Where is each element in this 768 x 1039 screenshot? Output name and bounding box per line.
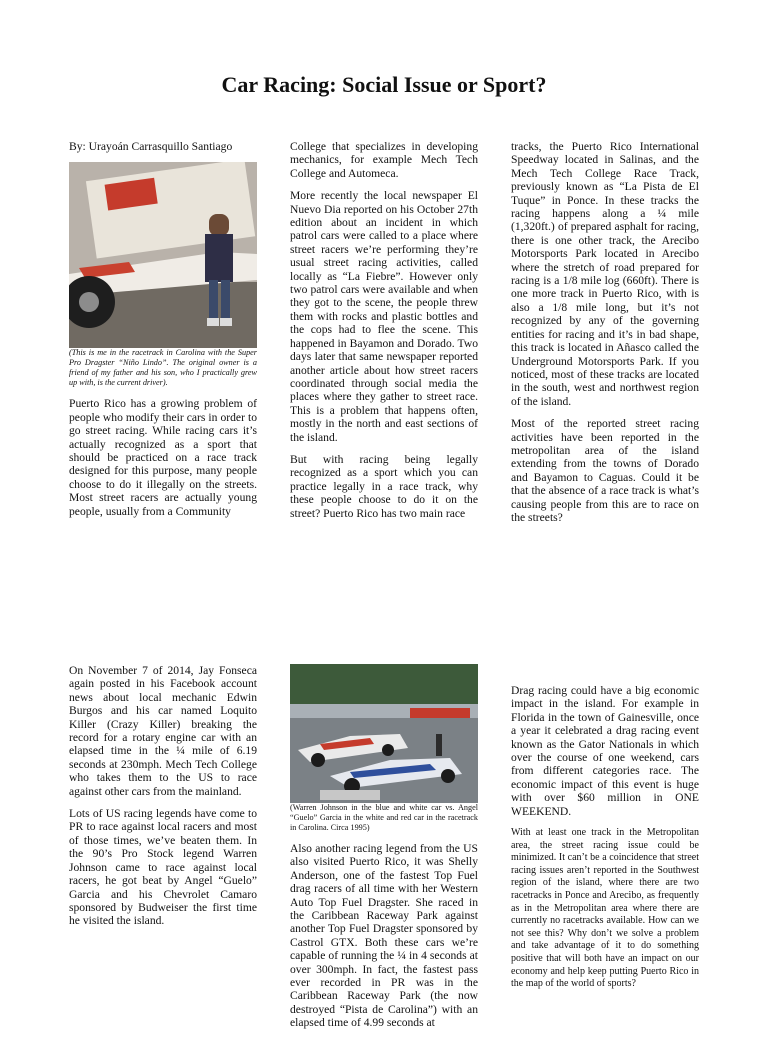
paragraph: Most of the reported street racing activities have been reported in the metropolitan area of the island extending from the towns of Dorado and Bayamon to Caguas. Could it be that the absence of a race track is what’s causing people from this are to race on the streets? — [511, 417, 699, 524]
paragraph: With at least one track in the Metropolitan area, the street racing issue could be minimized. It can’t be a coincidence that street racing issues aren’t reported in the Southwest region of the island, where there are two racetracks in Ponce and Arecibo, as frequently as in the Metropolitan area where there are currently no racetracks available. How can we not see this? Why don’t we solve a problem and take advantage of it to do something positive that will both have an impact on our economy and help keep putting Puerto Rico in the map of the world of sports? — [511, 827, 699, 990]
paragraph: On November 7 of 2014, Jay Fonseca again posted in his Facebook account news about local mechanic Edwin Burgos and his car named Loquito Killer (Crazy Killer) breaking the record for a rotary engine car with an elapsed time in the ¼ mile of 6.19 seconds at 230mph. Mech Tech College who takes them to the US to race against other cars from the mainland. — [69, 664, 257, 798]
paragraph: Lots of US racing legends have come to PR to race against local racers and most of those times, we’ve beaten them. In the 90’s Pro Stock legend Warren Johnson came to race against local racers, he got beat by Angel “Guelo” Garcia and his Chevrolet Camaro sponsored by Budweiser the first time he visited the island. — [69, 807, 257, 928]
photo-drag-race — [290, 664, 478, 803]
column-1 — [69, 140, 257, 527]
photo-caption-1: (This is me in the racetrack in Carolina with the Super Pro Dragster “Niño Lindo”. The original owner is a friend of my father and his son, who I practically grew up with, is the current driver). — [69, 348, 257, 388]
column-5 — [290, 664, 478, 1039]
paragraph: Drag racing could have a big economic impact in the island. For example in Florida in the town of Gainesville, once a year it celebrated a drag racing event known as the Gator Nationals in which over the course of one weekend, cars from different categories race. The economic impact of this event is huge with over $60 million in ONE WEEKEND. — [511, 684, 699, 818]
article-title: Car Racing: Social Issue or Sport? — [221, 72, 547, 97]
dragster-photo-image — [69, 162, 257, 348]
column-6 — [511, 684, 699, 1000]
byline: By: Urayoán Carrasquillo Santiago — [69, 140, 233, 153]
column-2 — [290, 140, 478, 529]
drag-race-photo-image — [290, 664, 478, 803]
photo-caption-2: (Warren Johnson in the blue and white car vs. Angel “Guelo” Garcia in the white and red car in the racetrack in Carolina. Circa 1995) — [290, 803, 478, 832]
photo-dragster-kid — [69, 162, 257, 348]
paragraph: College that specializes in developing mechanics, for example Mech Tech College and Automeca. — [290, 140, 478, 180]
column-3 — [511, 140, 699, 533]
paragraph: More recently the local newspaper El Nuevo Dia reported on his October 27th edition about an incident in which patrol cars were called to a place where street racers we’re performing they’re usual street racing activities, called locally as “La Fiebre”. However only two patrol cars were available and when they got to the scene, the people threw them with rocks and plastic bottles and the cops had to flee the scene. This happened in Bayamon and Dorado. Two days later that same newspaper reported another article about how street racers coordinated through social media the places where they gather to street race. This is a problem that happens often, mostly in the north and east sections of the island. — [290, 189, 478, 444]
column-4 — [69, 664, 257, 937]
paragraph: But with racing being legally recognized as a sport which you can practice legally in a race track, why these people choose to do it on the street? Puerto Rico has two main race — [290, 452, 478, 520]
paragraph: Also another racing legend from the US also visited Puerto Rico, it was Shelly Anderson, one of the fastest Top Fuel drag racers of all time with her Western Auto Top Fuel Dragster. She raced in the Caribbean Raceway Park against another Top Fuel Dragster sponsored by Castrol GTX. Both these cars we’re capable of running the ¼ in 4 seconds at over 300mph. In fact, the fastest pass ever recorded in PR was in the Caribbean Raceway Park (the now destroyed “Pista de Carolina”) with an elapsed time of 4.99 seconds at — [290, 842, 478, 1030]
paragraph: Puerto Rico has a growing problem of people who modify their cars in order to go street racing. While racing cars it’s actually recognized as a sport that should be practiced on a race track designed for this purpose, many people choose to do it illegally on the streets. Most street racers are actually young people, usually from a Community — [69, 397, 257, 518]
paragraph: tracks, the Puerto Rico International Speedway located in Salinas, and the Mech Tech College Race Track, previously known as “La Pista de El Tuque” in Ponce. In these tracks the racing happens along a ¼ mile (1,320ft.) of prepared asphalt for racing, there is one other track, the Arecibo Motorsports Park located in Arecibo where the stretch of road prepared for racing is a 1/8 mile log (660ft). There is one more track in Puerto Rico, with is also a 1/8 mile long, but it’s not recognized by any of the governing entities for racing and it’s in bad shape, this track is located in Añasco called the Underground Motorsports Park. If you noticed, most of these tracks are located in the south, west and northwest region of the island. — [511, 140, 699, 408]
